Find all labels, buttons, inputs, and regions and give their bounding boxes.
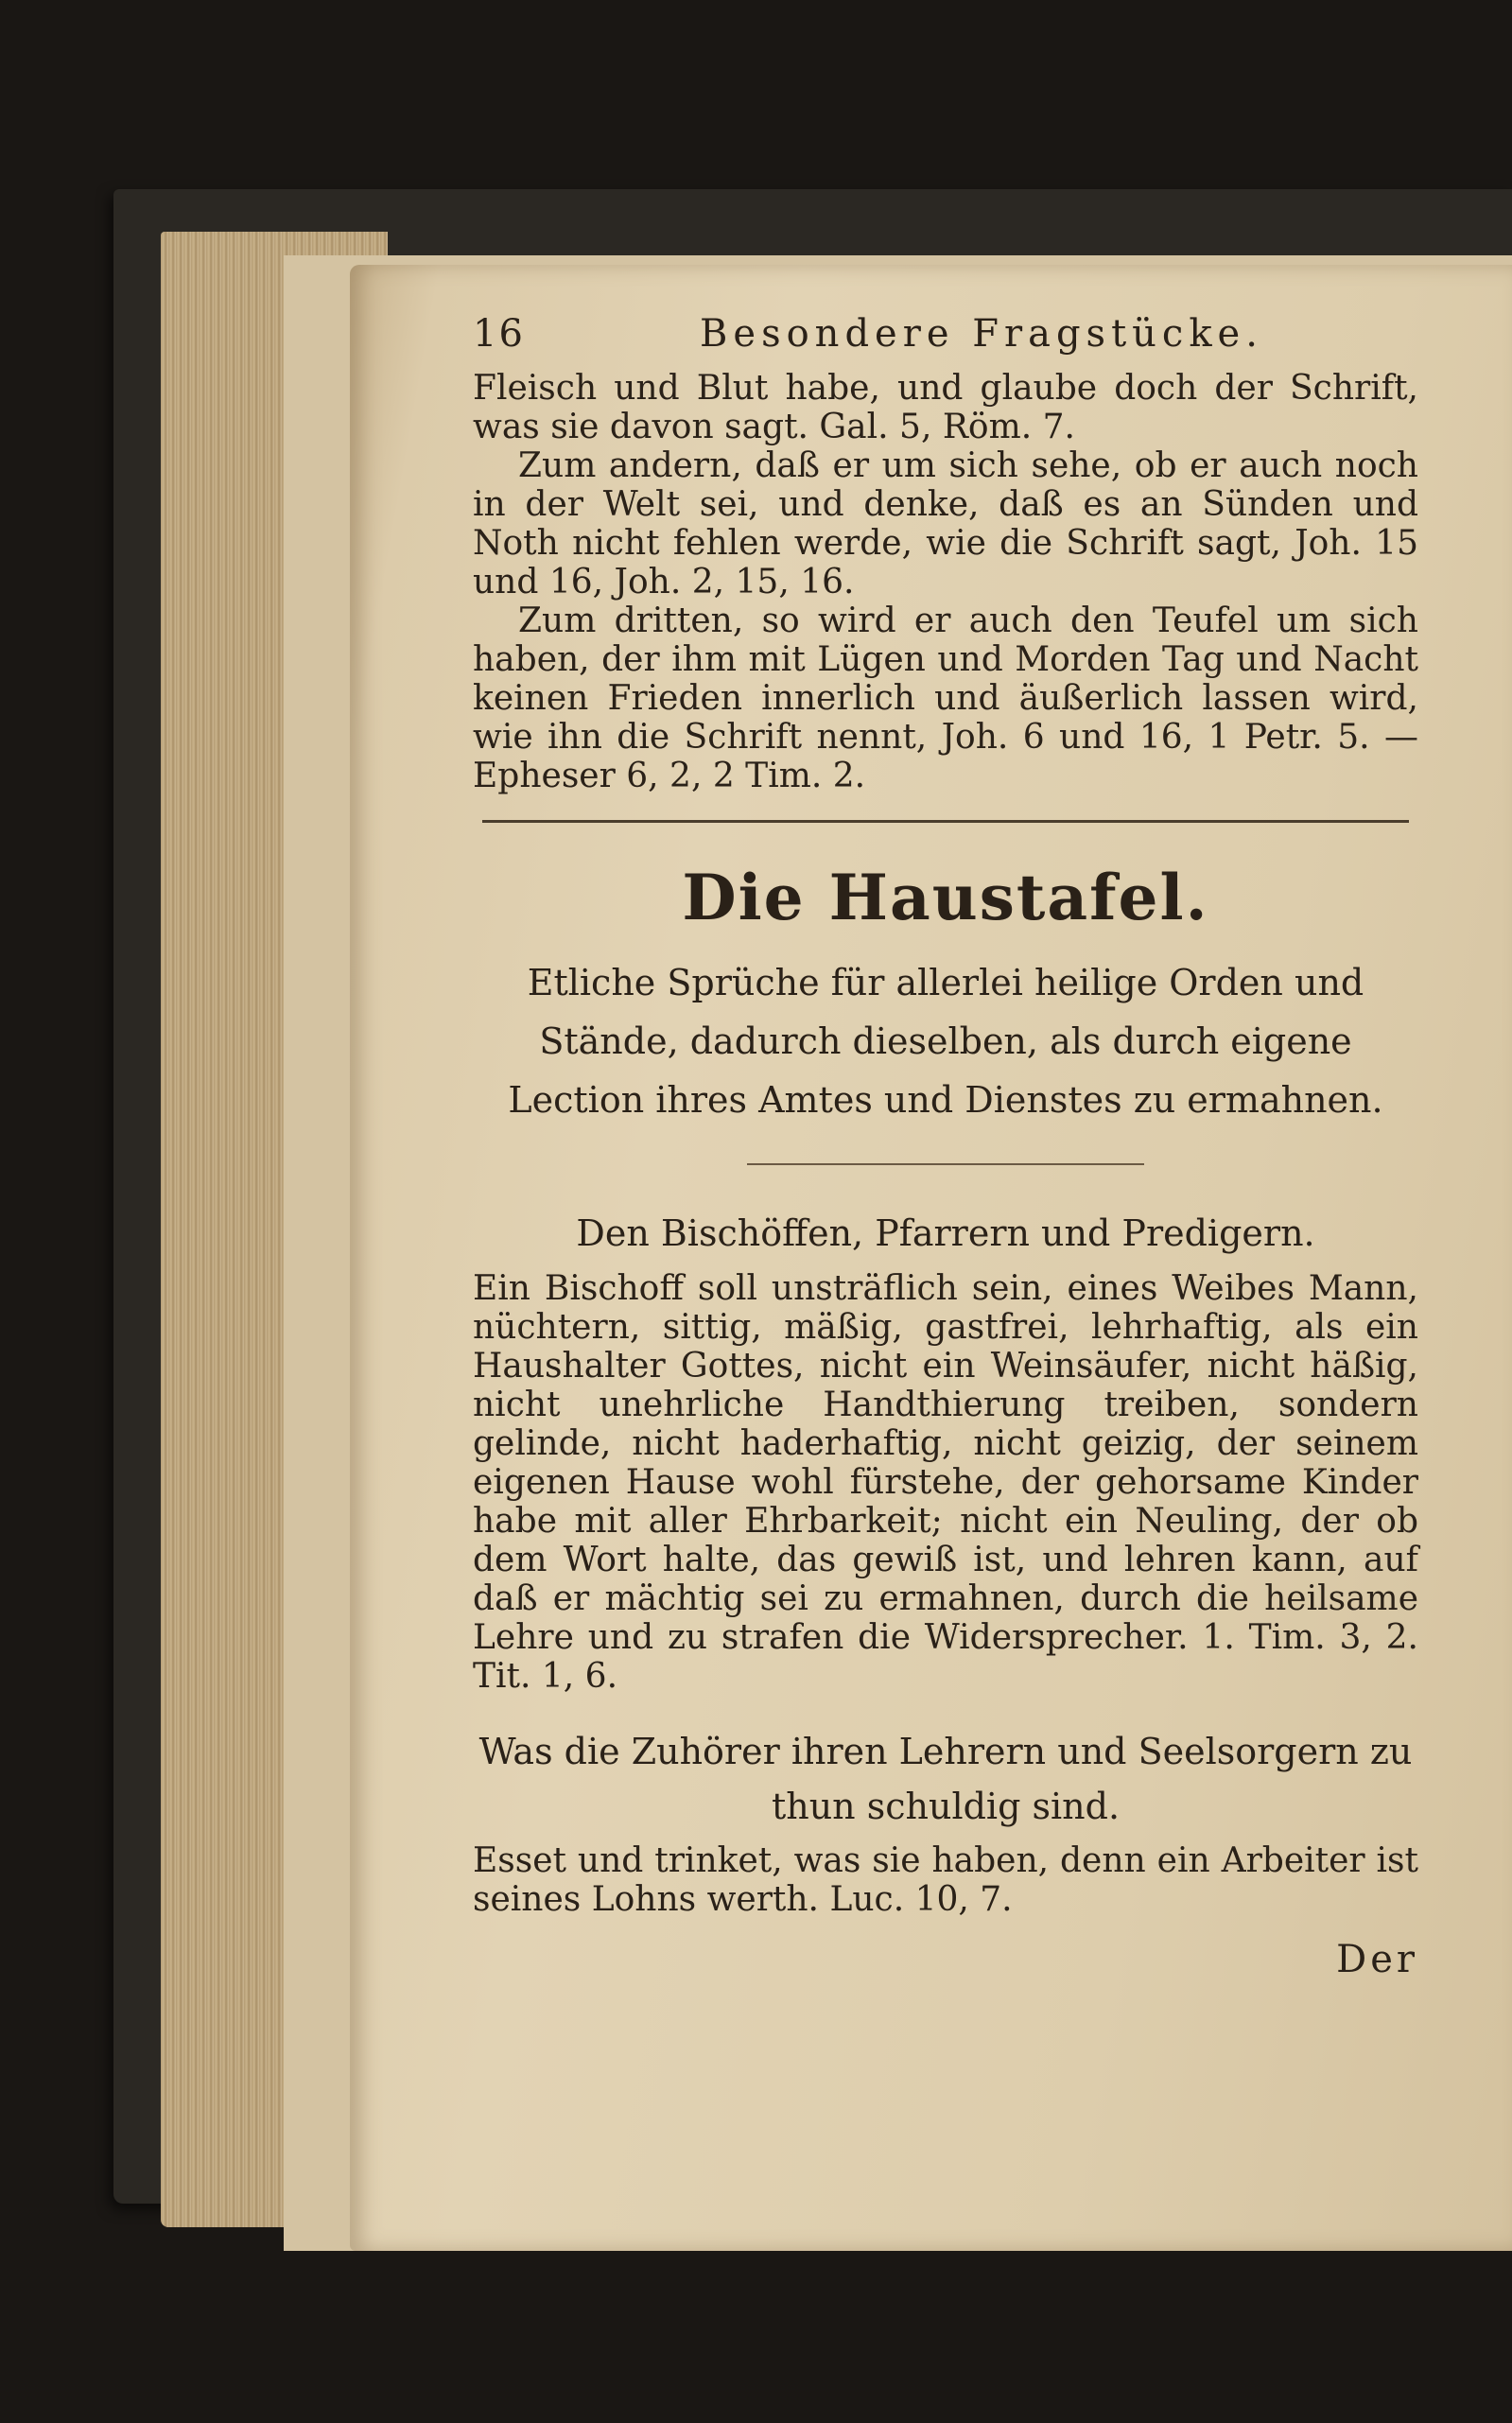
catchword: Der <box>1336 1938 1418 1981</box>
divider-rule <box>482 820 1409 823</box>
page-content <box>473 303 1418 1981</box>
page-number: 16 <box>473 312 525 356</box>
paragraph: Zum andern, daß er um sich sehe, ob er auch noch in der Welt sei, und denke, daß es an Sünden und Noth nicht fehlen werde, wie die Schrift sagt, Joh. 15 und 16, Joh. 2, 15, 16. <box>473 446 1418 601</box>
section-heading: Den Bischöffen, Pfarrern und Predigern. <box>576 1212 1315 1254</box>
book-page <box>350 265 1512 2251</box>
short-divider <box>747 1163 1144 1165</box>
chapter-title: Die Haustafel. <box>682 861 1209 934</box>
section-heading: Was die Zuhörer ihren Lehrern und Seelsorgern zu thun schuldig sind. <box>478 1731 1413 1827</box>
chapter-subtitle: Etliche Sprüche für allerlei heilige Orden und Stände, dadurch dieselben, als durch eigene Lection ihres Amtes und Dienstes zu ermahnen. <box>508 962 1383 1121</box>
section-text: Ein Bischoff soll unsträflich sein, eines Weibes Mann, nüchtern, sittig, mäßig, gastfrei, lehrhaftig, als ein Haushalter Gottes, nicht ein Weinsäufer, nicht häßig, nicht unehrliche Handthierung treiben, sondern gelinde, nicht haderhaftig, nicht geizig, der seinem eigenen Hause wohl fürstehe, der gehorsame Kinder habe mit aller Ehrbarkeit; nicht ein Neuling, der ob dem Wort halte, das gewiß ist, und lehren kann, auf daß er mächtig sei zu ermahnen, durch die heilsame Lehre und zu strafen die Widersprecher. 1. Tim. 3, 2. Tit. 1, 6. <box>473 1269 1418 1696</box>
paragraph: Zum dritten, so wird er auch den Teufel um sich haben, der ihm mit Lügen und Morden Tag und Nacht keinen Frieden innerlich und äußerlich lassen wird, wie ihn die Schrift nennt, Joh. 6 und 16, 1 Petr. 5. — Epheser 6, 2, 2 Tim. 2. <box>473 601 1418 795</box>
top-text-block <box>473 369 1418 795</box>
running-title: Besondere Fragstücke. <box>700 312 1263 356</box>
paragraph: Fleisch und Blut habe, und glaube doch der Schrift, was sie davon sagt. Gal. 5, Röm. 7. <box>473 369 1418 446</box>
running-head <box>473 303 1418 369</box>
section-text: Esset und trinket, was sie haben, denn ein Arbeiter ist seines Lohns werth. Luc. 10, 7. <box>473 1841 1418 1919</box>
